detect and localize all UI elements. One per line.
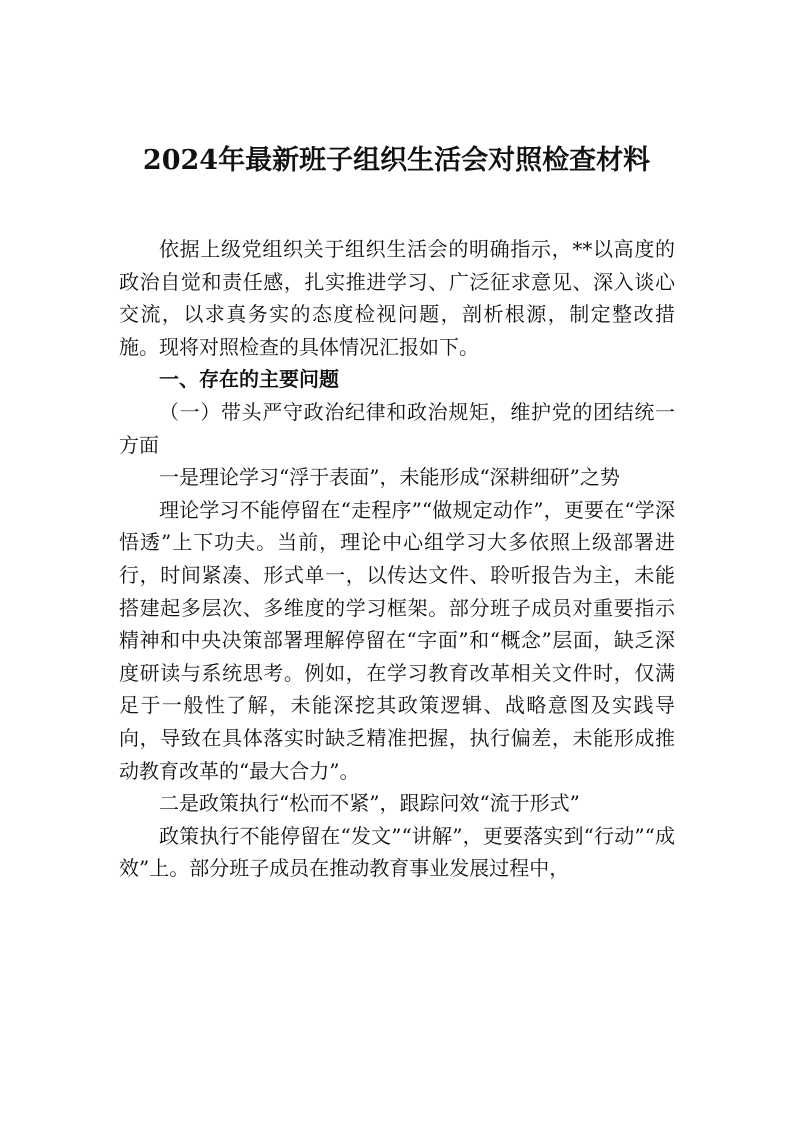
body-paragraph: 政策执行不能停留在“发文”“讲解”，更要落实到“行动”“成效”上。部分班子成员在推动教育事业发展过程中， — [119, 823, 675, 881]
subsection-heading: （一）带头严守政治纪律和政治规矩，维护党的团结统一方面 — [119, 399, 675, 457]
body-paragraph: 理论学习不能停留在“走程序”“做规定动作”，更要在“学深悟透”上下功夫。当前，理论中心组学习大多依照上级部署进行，时间紧凑、形式单一，以传达文件、聆听报告为主，未能搭建起多层次、多维度的学习框架。部分班子成员对重要指示精神和中央决策部署理解停留在“字面”和“概念”层面，缺乏深度研读与系统思考。例如，在学习教育改革相关文件时，仅满足于一般性了解，未能深挖其政策逻辑、战略意图及实践导向，导致在具体落实时缺乏精准把握，执行偏差，未能形成推动教育改革的“最大合力”。 — [119, 497, 675, 783]
point-heading: 一是理论学习“浮于表面”，未能形成“深耕细研”之势 — [159, 465, 620, 490]
point-heading: 二是政策执行“松而不紧”，跟踪问效“流于形式” — [159, 791, 580, 816]
intro-paragraph: 依据上级党组织关于组织生活会的明确指示，**以高度的政治自觉和责任感，扎实推进学习、广泛征求意见、深入谈心交流，以求真务实的态度检视问题，剖析根源，制定整改措施。现将对照检查的具体情况汇报如下。 — [119, 237, 675, 359]
section-heading: 一、存在的主要问题 — [159, 367, 339, 392]
document-body — [119, 233, 675, 885]
document-title: 2024年最新班子组织生活会对照检查材料 — [142, 145, 651, 176]
